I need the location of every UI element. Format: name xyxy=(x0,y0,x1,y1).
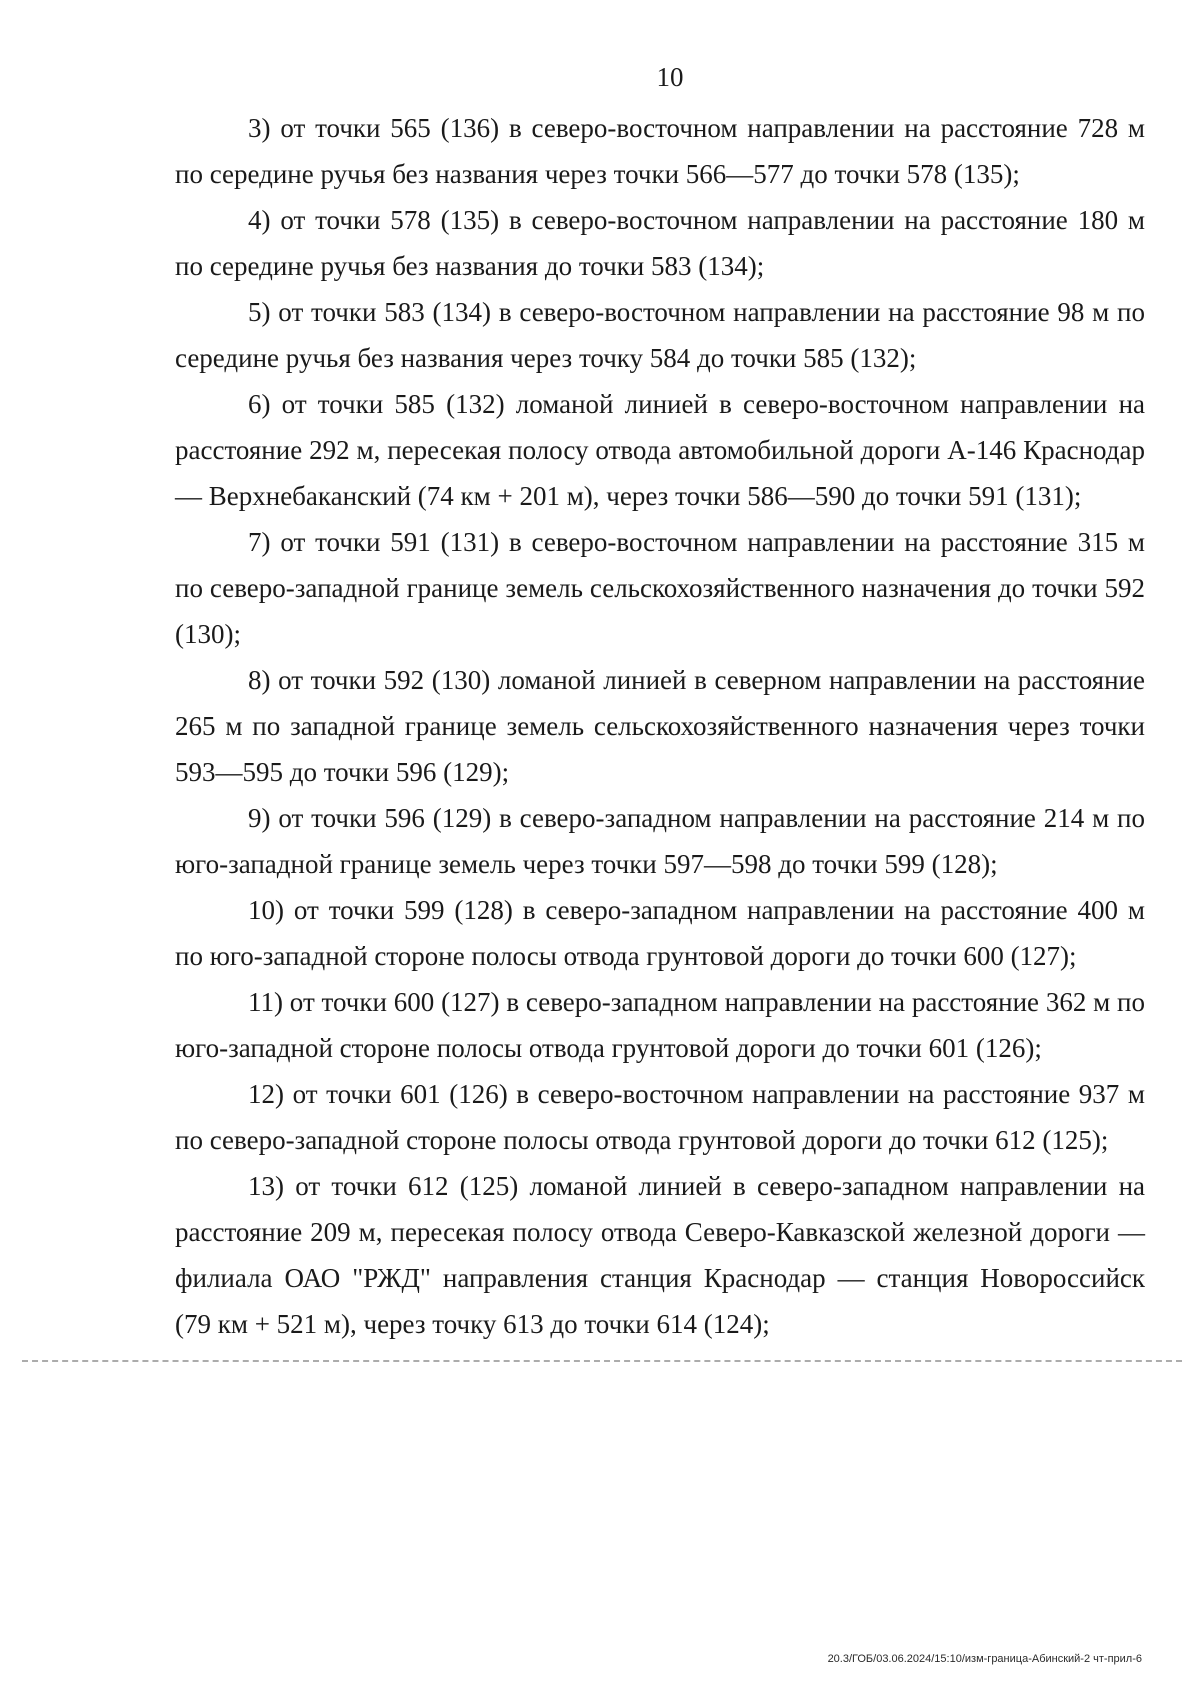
scan-dashed-line xyxy=(22,1360,1182,1362)
paragraph-item-5: 5) от точки 583 (134) в северо-восточном направлении на расстояние 98 м по середине ручья без названия через точку 584 до точки 585 (132); xyxy=(175,297,1145,373)
paragraph-item-10: 10) от точки 599 (128) в северо-западном направлении на расстояние 400 м по юго-западной стороне полосы отвода грунтовой дороги до точки 600 (127); xyxy=(175,895,1145,971)
paragraph-item-9: 9) от точки 596 (129) в северо-западном направлении на расстояние 214 м по юго-западной границе земель через точки 597—598 до точки 599 (128); xyxy=(175,803,1145,879)
paragraph-item-6: 6) от точки 585 (132) ломаной линией в северо-восточном направлении на расстояние 292 м, пересекая полосу отвода автомобильной дороги А-146 Краснодар — Верхнебаканский (74 км + 201 м), через точки 586—590 до точки 591 (131); xyxy=(175,389,1145,511)
paragraph-item-11: 11) от точки 600 (127) в северо-западном направлении на расстояние 362 м по юго-западной стороне полосы отвода грунтовой дороги до точки 601 (126); xyxy=(175,987,1145,1063)
paragraph-item-7: 7) от точки 591 (131) в северо-восточном направлении на расстояние 315 м по северо-западной границе земель сельскохозяйственного назначения до точки 592 (130); xyxy=(175,527,1145,649)
paragraph-item-4: 4) от точки 578 (135) в северо-восточном направлении на расстояние 180 м по середине ручья без названия до точки 583 (134); xyxy=(175,205,1145,281)
paragraph-item-3: 3) от точки 565 (136) в северо-восточном направлении на расстояние 728 м по середине ручья без названия через точки 566—577 до точки 578 (135); xyxy=(175,113,1145,189)
page-number: 10 xyxy=(656,62,684,92)
paragraph-item-8: 8) от точки 592 (130) ломаной линией в северном направлении на расстояние 265 м по западной границе земель сельскохозяйственного назначения через точки 593—595 до точки 596 (129); xyxy=(175,665,1145,787)
paragraph-item-13: 13) от точки 612 (125) ломаной линией в северо-западном направлении на расстояние 209 м, пересекая полосу отвода Северо-Кавказской железной дороги — филиала ОАО "РЖД" направления станция Краснодар — станция Новороссийск (79 км + 521 м), через точку 613 до точки 614 (124); xyxy=(175,1171,1145,1339)
document-body xyxy=(175,105,1145,1347)
footer-reference: 20.3/ГОБ/03.06.2024/15:10/изм-граница-Абинский-2 чт-прил-6 xyxy=(827,1653,1142,1665)
paragraph-item-12: 12) от точки 601 (126) в северо-восточном направлении на расстояние 937 м по северо-западной стороне полосы отвода грунтовой дороги до точки 612 (125); xyxy=(175,1079,1145,1155)
